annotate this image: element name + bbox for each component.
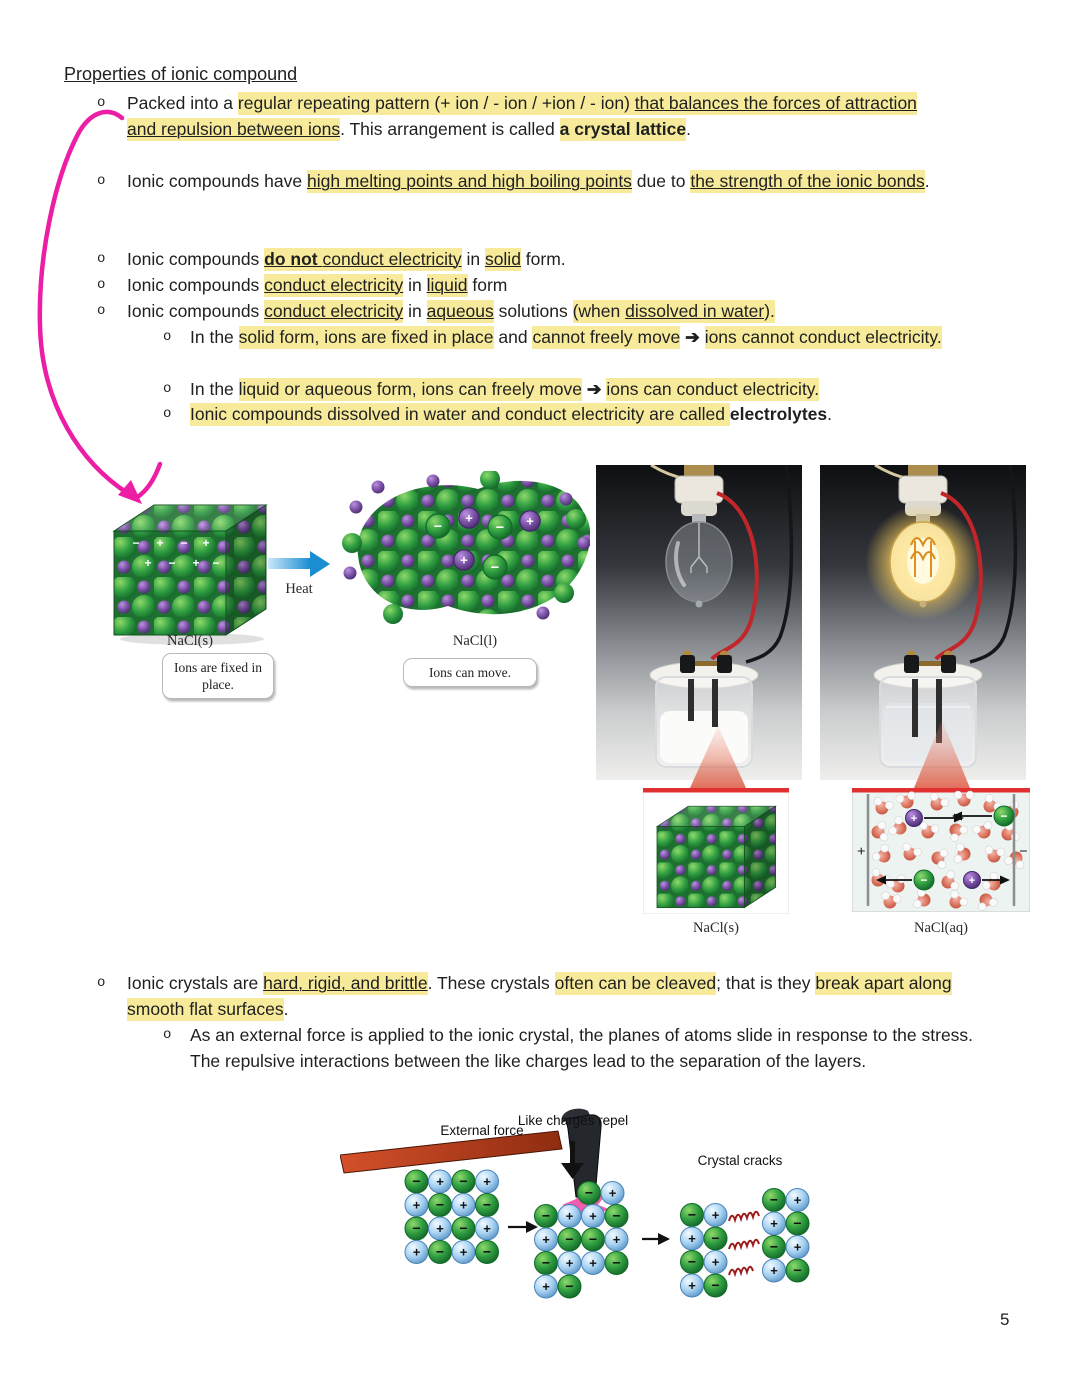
page-number: 5	[1000, 1310, 1010, 1329]
like-charges-label: Like charges repel	[517, 1113, 629, 1128]
inset-solid-label: NaCl(s)	[693, 920, 739, 936]
minus-symbol: −	[212, 556, 220, 570]
nacl-solid-label: NaCl(s)	[167, 633, 213, 649]
bullet-marker: o	[97, 975, 106, 991]
bullet-text: Ionic compounds dissolved in water and conduct electricity are called electrolytes.	[190, 404, 833, 424]
plus-symbol: +	[156, 536, 164, 550]
nacl-liquid-label: NaCl(l)	[452, 633, 498, 649]
minus-symbol: −	[180, 536, 188, 550]
subbullet-solid-fixed	[163, 324, 942, 350]
bullet-text: Ionic crystals are hard, rigid, and brittle. These crystals often can be cleaved; that is they break apart along smooth flat surfaces.	[127, 973, 952, 1019]
minus-symbol: −	[132, 536, 140, 550]
bullet-marker: o	[163, 406, 172, 422]
figure-crystal-cracking	[340, 1105, 810, 1320]
inset-nacl-aqueous-solution	[852, 786, 1030, 912]
caption-ions-fixed: Ions are fixed in place.	[162, 653, 274, 699]
zoom-beam-right	[912, 720, 972, 788]
subbullet-liquid-move	[163, 376, 942, 402]
bullet-text: In the liquid or aqueous form, ions can freely move ➔ ions can conduct electricity.	[190, 379, 820, 399]
plus-symbol: +	[192, 556, 200, 570]
crystal-grid-cracked	[681, 1189, 810, 1298]
bullet-text: Packed into a regular repeating pattern (+ ion / - ion / +ion / - ion) that balances the forces of attraction and repulsion between ions. This arrangement is called a crystal lattice.	[127, 93, 917, 139]
minus-symbol: −	[168, 556, 176, 570]
bullet-text: In the solid form, ions are fixed in place and cannot freely move ➔ ions cannot conduct electricity.	[190, 327, 942, 347]
nacl-liquid-illustration	[338, 471, 590, 633]
bullet-marker: o	[97, 251, 106, 267]
inset-nacl-solid-crystal	[643, 786, 789, 914]
bullet-text: Ionic compounds do not conduct electricity in solid form.	[127, 249, 566, 269]
repulsion-zigzag-icon	[729, 1267, 753, 1275]
repulsion-zigzag-icon	[729, 1240, 759, 1249]
bullet-marker: o	[97, 277, 106, 293]
electrode-plus-label: +	[857, 844, 866, 860]
repulsion-zigzag-icon	[729, 1212, 759, 1221]
bullet-marker: o	[163, 329, 172, 345]
caption-ions-move: Ions can move.	[403, 658, 537, 687]
crystal-cracking-diagram	[340, 1105, 810, 1320]
bullet-text: As an external force is applied to the ionic crystal, the planes of atoms slide in response to the stress. The repulsive interactions between the like charges lead to the separation of the layers.	[190, 1025, 974, 1071]
heat-arrow-icon	[268, 551, 330, 577]
bullet-text: Ionic compounds conduct electricity in aqueous solutions (when dissolved in water).	[127, 301, 775, 321]
plus-symbol: +	[202, 536, 210, 550]
bullet-marker: o	[97, 303, 106, 319]
electrode-minus-label: −	[1019, 844, 1028, 860]
crystal-grid-slipped	[535, 1182, 629, 1299]
external-force-label: External force	[440, 1123, 524, 1138]
crystal-grid-before	[405, 1170, 499, 1264]
zoom-beam-left	[688, 726, 748, 788]
subbullet-electrolytes	[163, 401, 942, 427]
bullet-marker: o	[97, 173, 106, 189]
heat-label: Heat	[285, 581, 313, 597]
page-title: Properties of ionic compound	[64, 64, 298, 84]
bullet-brittle	[97, 970, 1011, 1022]
bullet-marker: o	[163, 1027, 172, 1043]
bullet-marker: o	[97, 95, 106, 111]
bullet-text: Ionic compounds conduct electricity in liquid form	[127, 275, 508, 295]
bullet-marker: o	[163, 381, 172, 397]
nacl-solid-crystal-illustration	[110, 491, 280, 646]
plus-symbol: +	[144, 556, 152, 570]
figure-melting	[100, 455, 600, 700]
crystal-cracks-label: Crystal cracks	[697, 1153, 783, 1168]
inset-aqueous-label: NaCl(aq)	[914, 920, 968, 936]
subbullet-external-force	[163, 1022, 1002, 1074]
bullet-text: Ionic compounds have high melting points and high boiling points due to the strength of the ionic bonds.	[127, 171, 930, 191]
